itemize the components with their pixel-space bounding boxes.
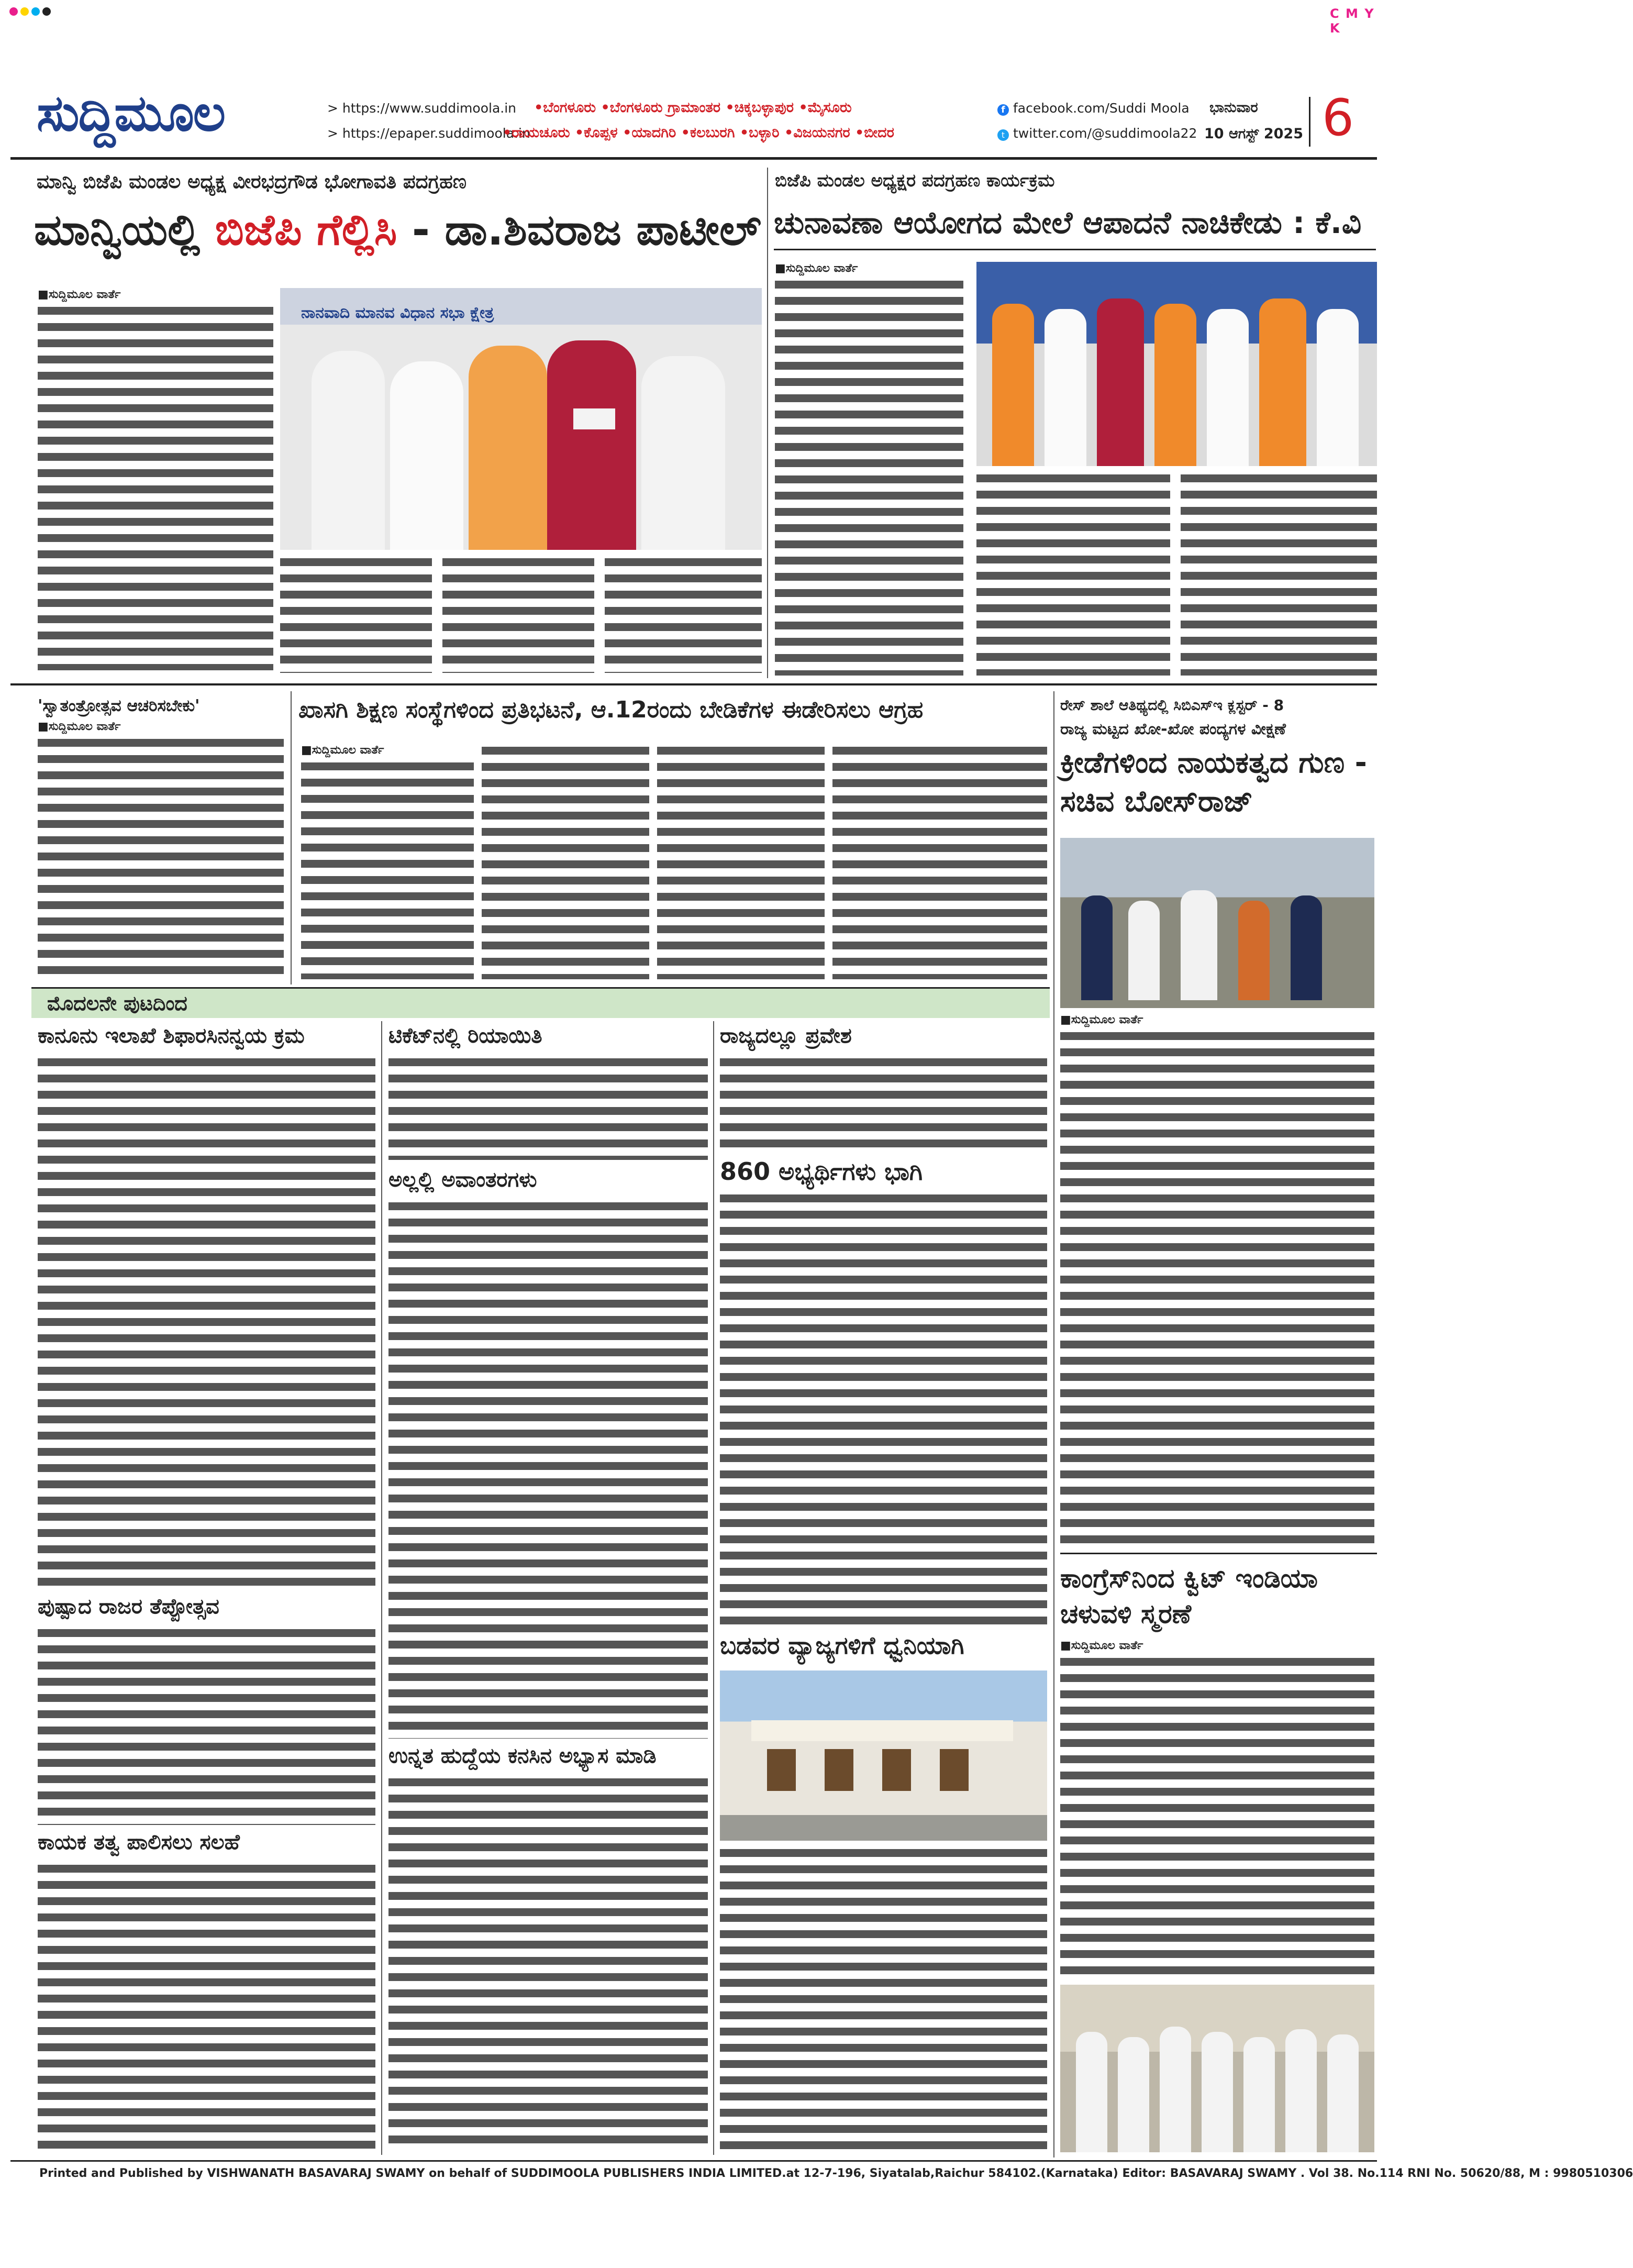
col2-body1 [388, 1055, 708, 1160]
facebook-link[interactable] [997, 101, 1190, 116]
story5-byline: ■ಸುದ್ದಿಮೂಲ ವಾರ್ತೆ [1060, 1013, 1143, 1026]
story1-photo [280, 288, 762, 550]
col1-body1 [38, 1055, 375, 1589]
col2-body2 [388, 1199, 708, 1739]
story3-byline: ■ಸುದ್ದಿಮೂಲ ವಾರ್ತೆ [38, 720, 121, 733]
col1-body3 [38, 1862, 375, 2150]
story2-photo [976, 262, 1377, 466]
story4-headline: ಖಾಸಗಿ ಶಿಕ್ಷಣ ಸಂಸ್ಥೆಗಳಿಂದ ಪ್ರತಿಭಟನೆ, ಆ.12ರಂದು ಬೇಡಿಕೆಗಳ ಈಡೇರಿಸಲು ಆಗ್ರಹ [298, 696, 924, 723]
story1-byline: ■ಸುದ್ದಿಮೂಲ ವಾರ್ತೆ [38, 288, 121, 301]
twitter-icon: t [997, 129, 1009, 141]
story1-kicker: ಮಾನ್ವಿ ಬಿಜೆಪಿ ಮಂಡಲ ಅಧ್ಯಕ್ಷ ವೀರಭದ್ರಗೌಡ ಭೋಗಾವತಿ ಪದಗ್ರಹಣ [37, 170, 466, 193]
section-banner-label: ಮೊದಲನೇ ಪುಟದಿಂದ [47, 992, 187, 1015]
story2-body-col1 [775, 278, 963, 676]
story1-body-col3 [442, 555, 594, 673]
story6-byline: ■ಸುದ್ದಿಮೂಲ ವಾರ್ತೆ [1060, 1639, 1143, 1652]
col1-h2: ಪುಷ್ಪಾದ ರಾಜರ ತೆಪ್ಪೋತ್ಸವ [38, 1595, 219, 1619]
story5-photo [1060, 838, 1374, 1008]
facebook-icon: f [997, 104, 1009, 116]
page-number: 6 [1322, 88, 1354, 147]
col2-body3 [388, 1775, 708, 2150]
facebook-label: facebook.com/Suddi Moola [1013, 101, 1190, 116]
cities-row-1: •ಬೆಂಗಳೂರು •ಬೆಂಗಳೂರು ಗ್ರಾಮಾಂತರ •ಚಿಕ್ಕಬಳ್ಳಾಪುರ •ಮೈಸೂರು [534, 99, 852, 116]
story5-kicker: ರೇಸ್ ಶಾಲೆ ಆತಿಥ್ಯದಲ್ಲಿ ಸಿಬಿಎಸ್‌ಇ ಕ್ಲಸ್ಟರ್ - 8 [1060, 696, 1284, 714]
footer-imprint: Printed and Published by VISHWANATH BASAVARAJ SWAMY on behalf of SUDDIMOOLA PUBLISHERS INDIA LIMITED.at 12-7-196, Siyatalab,Raichur 584102.(Karnataka) Editor: BASAVARAJ SWAMY . Vol 38. No.114 RNI No. 50620/88, M : 9980510306 [39, 2167, 1633, 2180]
twitter-label: twitter.com/@suddimoola22 [1013, 126, 1197, 141]
story2-body-col3 [1181, 471, 1377, 676]
col3-body2 [720, 1191, 1047, 1626]
col3-body3 [720, 1846, 1047, 2150]
day-label: ಭಾನುವಾರ [1209, 99, 1258, 116]
story1-headline-c: - ಡಾ.ಶಿವರಾಜ ಪಾಟೀಲ್ [397, 205, 761, 255]
web-link[interactable]: > https://www.suddimoola.in [327, 101, 516, 116]
story4-body-col3 [657, 744, 825, 979]
story6-photo [1060, 1985, 1374, 2152]
col1-h3: ಕಾಯಕ ತತ್ವ ಪಾಲಿಸಲು ಸಲಹೆ [38, 1830, 240, 1854]
story6-body [1060, 1655, 1374, 1979]
col2-h2: ಅಲ್ಲಲ್ಲಿ ಅವಾಂತರಗಳು [388, 1168, 537, 1192]
col3-h1: ರಾಜ್ಯದಲ್ಲೂ ಪ್ರವೇಶ [720, 1024, 852, 1048]
story1-headline-a: ಮಾನ್ವಿಯಲ್ಲಿ [34, 205, 215, 255]
story1-body-col1 [38, 304, 273, 670]
story4-body-col2 [482, 744, 649, 979]
twitter-link[interactable] [997, 126, 1197, 141]
story1-headline-b: ಬಿಜೆಪಿ ಗೆಲ್ಲಿಸಿ [215, 205, 397, 255]
story2-body-col2 [976, 471, 1170, 676]
date-label: 10 ಆಗಸ್ಟ್ 2025 [1204, 126, 1303, 142]
color-dots [9, 7, 53, 18]
story4-body-col1 [301, 759, 474, 979]
story1-body-col2 [280, 555, 432, 673]
brand-logo: ಸುದ್ದಿಮೂಲ [37, 84, 225, 142]
story1-body-col4 [605, 555, 762, 673]
col3-h2: 860 ಅಭ್ಯರ್ಥಿಗಳು ಭಾಗಿ [720, 1157, 923, 1186]
story3-body [38, 736, 284, 977]
cities-row-2: •ರಾಯಚೂರು •ಕೊಪ್ಪಳ •ಯಾದಗಿರಿ •ಕಲಬುರಗಿ •ಬಳ್ಳಾರಿ •ವಿಜಯನಗರ •ಬೀದರ [503, 125, 894, 141]
story3-kicker: 'ಸ್ವಾತಂತ್ರೋತ್ಸವ ಆಚರಿಸಬೇಕು' [38, 696, 200, 715]
story4-body-col4 [832, 744, 1047, 979]
section-banner [31, 987, 1050, 1018]
epaper-link[interactable]: > https://epaper.suddimoola.in [327, 126, 530, 141]
story5-kicker2: ರಾಜ್ಯ ಮಟ್ಟದ ಖೋ-ಖೋ ಪಂದ್ಯಗಳ ವೀಕ್ಷಣೆ [1060, 720, 1286, 738]
story6-headline: ಕಾಂಗ್ರೆಸ್‌ನಿಂದ ಕ್ವಿಟ್ ಇಂಡಿಯಾ ಚಳುವಳಿ ಸ್ಮರಣೆ [1060, 1563, 1318, 1629]
story5-body [1060, 1029, 1374, 1547]
col1-body2 [38, 1626, 375, 1825]
col3-h3: ಬಡವರ ವ್ಯಾಜ್ಯಗಳಿಗೆ ಧ್ವನಿಯಾಗಿ [720, 1631, 964, 1659]
col3-body1 [720, 1055, 1047, 1149]
col3-photo [720, 1670, 1047, 1841]
story1-photo-banner: ನಾನವಾದಿ ಮಾನವ ವಿಧಾನ ಸಭಾ ಕ್ಷೇತ್ರ [301, 304, 494, 322]
cmyk-label: C M Y K [1330, 6, 1375, 36]
story2-byline: ■ಸುದ್ದಿಮೂಲ ವಾರ್ತೆ [775, 262, 858, 275]
story2-kicker: ಬಿಜೆಪಿ ಮಂಡಲ ಅಧ್ಯಕ್ಷರ ಪದಗ್ರಹಣ ಕಾರ್ಯಕ್ರಮ [775, 170, 1055, 191]
story5-headline: ಕ್ರೀಡೆಗಳಿಂದ ನಾಯಕತ್ವದ ಗುಣ - ಸಚಿವ ಬೋಸ್‌ರಾಜ್ [1060, 746, 1367, 818]
col1-h1: ಕಾನೂನು ಇಲಾಖೆ ಶಿಫಾರಸಿನನ್ವಯ ಕ್ರಮ [38, 1024, 305, 1048]
col2-h3: ಉನ್ನತ ಹುದ್ದೆಯ ಕನಸಿನ ಅಭ್ಯಾಸ ಮಾಡಿ [388, 1744, 657, 1768]
col2-h1: ಟಿಕೆಟ್‌ನಲ್ಲಿ ರಿಯಾಯಿತಿ [388, 1024, 542, 1048]
story2-headline: ಚುನಾವಣಾ ಆಯೋಗದ ಮೇಲೆ ಆಪಾದನೆ ನಾಚಿಕೇಡು : ಕೆ.ವಿ [774, 205, 1362, 240]
story4-byline: ■ಸುದ್ದಿಮೂಲ ವಾರ್ತೆ [301, 744, 384, 757]
story1-headline [34, 202, 761, 259]
